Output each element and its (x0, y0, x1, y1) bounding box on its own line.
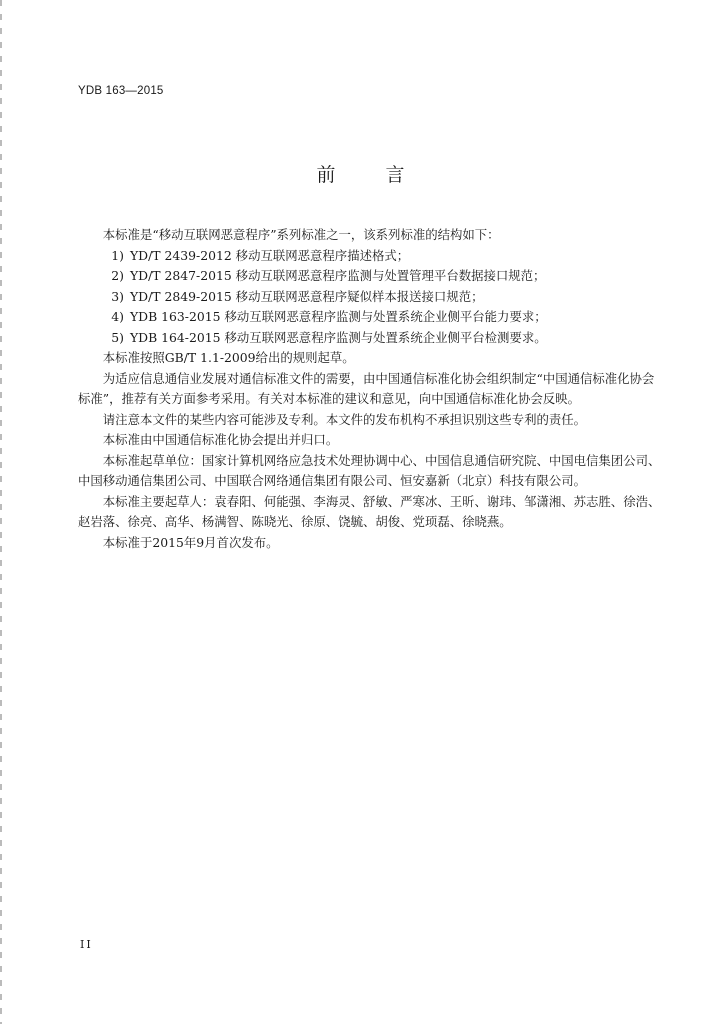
intro-paragraph: 本标准是“移动互联网恶意程序”系列标准之一，该系列标准的结构如下： (102, 227, 500, 242)
page-title: 前 言 (316, 164, 427, 186)
list-item-number: 2) (111, 268, 124, 283)
list-item-text: YDB 163-2015 移动互联网恶意程序监测与处置系统企业侧平台能力要求； (130, 309, 547, 324)
drafters-paragraph: 本标准主要起草人：袁春阳、何能强、李海灵、舒敏、严寒冰、王昕、谢玮、邹潇湘、苏志胜、徐浩、赵岩落、徐亮、高华、杨满智、陈晓光、徐原、饶毓、胡俊、党顼磊、徐晓燕。 (78, 493, 661, 529)
list-item-number: 5) (111, 329, 124, 345)
doc-code-header: YDB 163—2015 (78, 85, 164, 97)
page-edge (0, 0, 2, 1024)
list-item (78, 328, 666, 349)
list-item-number: 3) (111, 288, 124, 304)
list-item-text: YD/T 2439-2012 移动互联网恶意程序描述格式； (130, 247, 410, 263)
list-item-text: YD/T 2847-2015 移动互联网恶意程序监测与处置管理平台数据接口规范； (130, 268, 546, 283)
list-item-text: YDB 164-2015 移动互联网恶意程序监测与处置系统企业侧平台检测要求。 (130, 329, 547, 345)
proposer-paragraph: 本标准由中国通信标准化协会提出并归口。 (102, 432, 339, 447)
list-item (78, 266, 666, 287)
release-paragraph: 本标准于2015年9月首次发布。 (102, 534, 279, 550)
list-item-number: 4) (111, 309, 124, 324)
purpose-paragraph: 为适应信息通信业发展对通信标准文件的需要，由中国通信标准化协会组织制定“中国通信标准化协会标准”，推荐有关方面参考采用。有关对本标准的建议和意见，向中国通信标准化协会反映。 (78, 370, 655, 406)
drafting-units-paragraph: 本标准起草单位：国家计算机网络应急技术处理协调中心、中国信息通信研究院、中国电信集团公司、中国移动通信集团公司、中国联合网络通信集团有限公司、恒安嘉新（北京）科技有限公司。 (78, 452, 661, 488)
list-item-number: 1) (111, 247, 124, 263)
series-list (78, 246, 666, 349)
drafting-rule-paragraph: 本标准按照GB/T 1.1-2009给出的规则起草。 (102, 350, 355, 365)
list-item (78, 246, 666, 267)
page-number: II (80, 938, 93, 951)
list-item-text: YD/T 2849-2015 移动互联网恶意程序疑似样本报送接口规范； (130, 288, 484, 304)
list-item (78, 287, 666, 308)
foreword-body (78, 225, 666, 553)
patent-paragraph: 请注意本文件的某些内容可能涉及专利。本文件的发布机构不承担识别这些专利的责任。 (102, 411, 587, 427)
list-item (78, 307, 666, 328)
